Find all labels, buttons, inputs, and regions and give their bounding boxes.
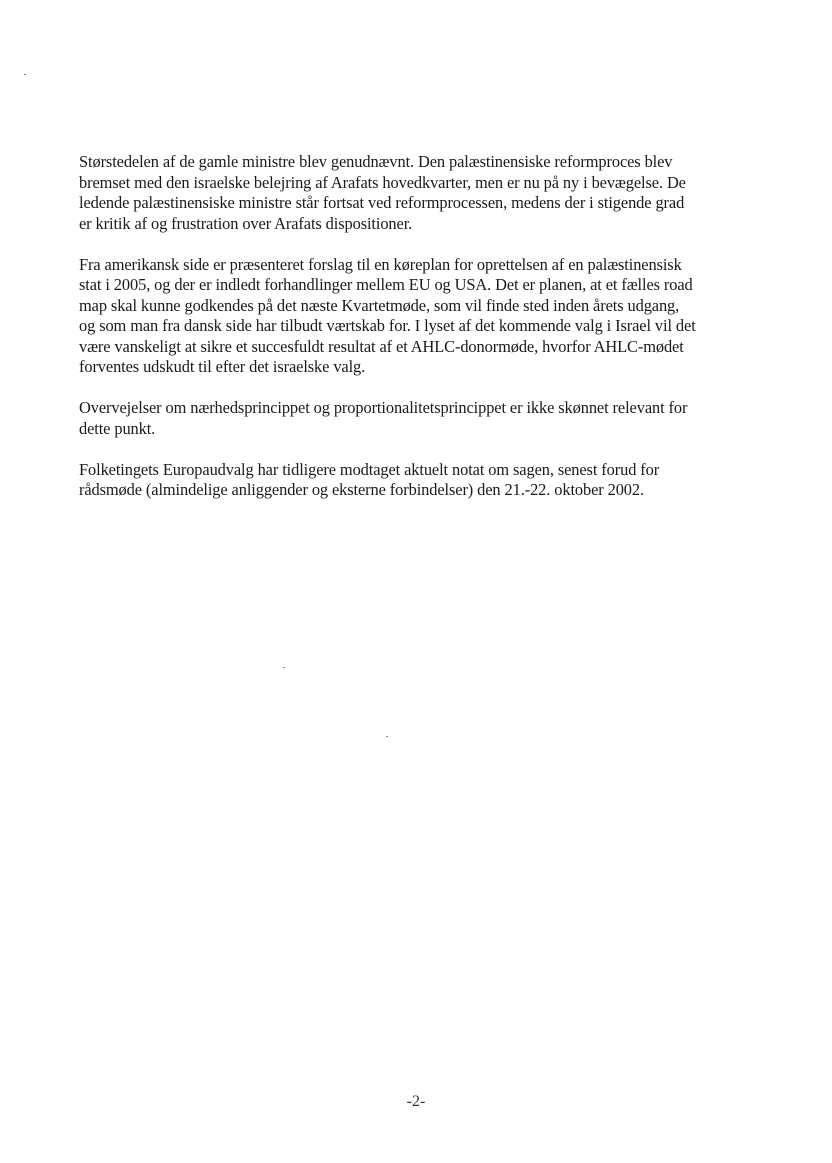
scan-speck bbox=[283, 667, 285, 668]
text-line: være vanskeligt at sikre et succesfuldt resultat af et AHLC-donormøde, hvorfor AHLC-mødet bbox=[79, 336, 684, 356]
paragraph-2 bbox=[79, 255, 759, 378]
text-line: og som man fra dansk side har tilbudt værtskab for. I lyset af det kommende valg i Israel vil det bbox=[79, 316, 696, 335]
text-line: map skal kunne godkendes på det næste Kvartetmøde, som vil finde sted inden årets udgang, bbox=[79, 295, 680, 315]
paragraph-4 bbox=[79, 460, 759, 501]
document-body bbox=[79, 152, 759, 521]
page-number: -2- bbox=[406, 1093, 426, 1110]
text-line: dette punkt. bbox=[79, 418, 156, 438]
text-line: ledende palæstinensiske ministre står fortsat ved reformprocessen, medens der i stigende grad bbox=[79, 193, 685, 212]
text-line: stat i 2005, og der er indledt forhandlinger mellem EU og USA. Det er planen, at et fælles road bbox=[79, 275, 693, 294]
paragraph-1 bbox=[79, 152, 759, 234]
text-line: bremset med den israelske belejring af Arafats hovedkvarter, men er nu på ny i bevægelse. De bbox=[79, 172, 686, 192]
scan-speck bbox=[386, 736, 388, 737]
text-line: Fra amerikansk side er præsenteret forslag til en køreplan for oprettelsen af en palæstinensisk bbox=[79, 254, 682, 274]
text-line: forventes udskudt til efter det israelske valg. bbox=[79, 357, 366, 376]
text-line: er kritik af og frustration over Arafats dispositioner. bbox=[79, 213, 413, 233]
text-line: Størstedelen af de gamle ministre blev genudnævnt. Den palæstinensiske reformproces blev bbox=[79, 152, 673, 171]
text-line: rådsmøde (almindelige anliggender og eksterne forbindelser) den 21.-22. oktober 2002. bbox=[79, 480, 644, 499]
text-line: Overvejelser om nærhedsprincippet og proportionalitetsprincippet er ikke skønnet relevant for bbox=[79, 398, 688, 417]
paragraph-3 bbox=[79, 398, 759, 439]
text-line: Folketingets Europaudvalg har tidligere modtaget aktuelt notat om sagen, senest forud for bbox=[79, 459, 660, 479]
scan-speck bbox=[24, 74, 26, 75]
